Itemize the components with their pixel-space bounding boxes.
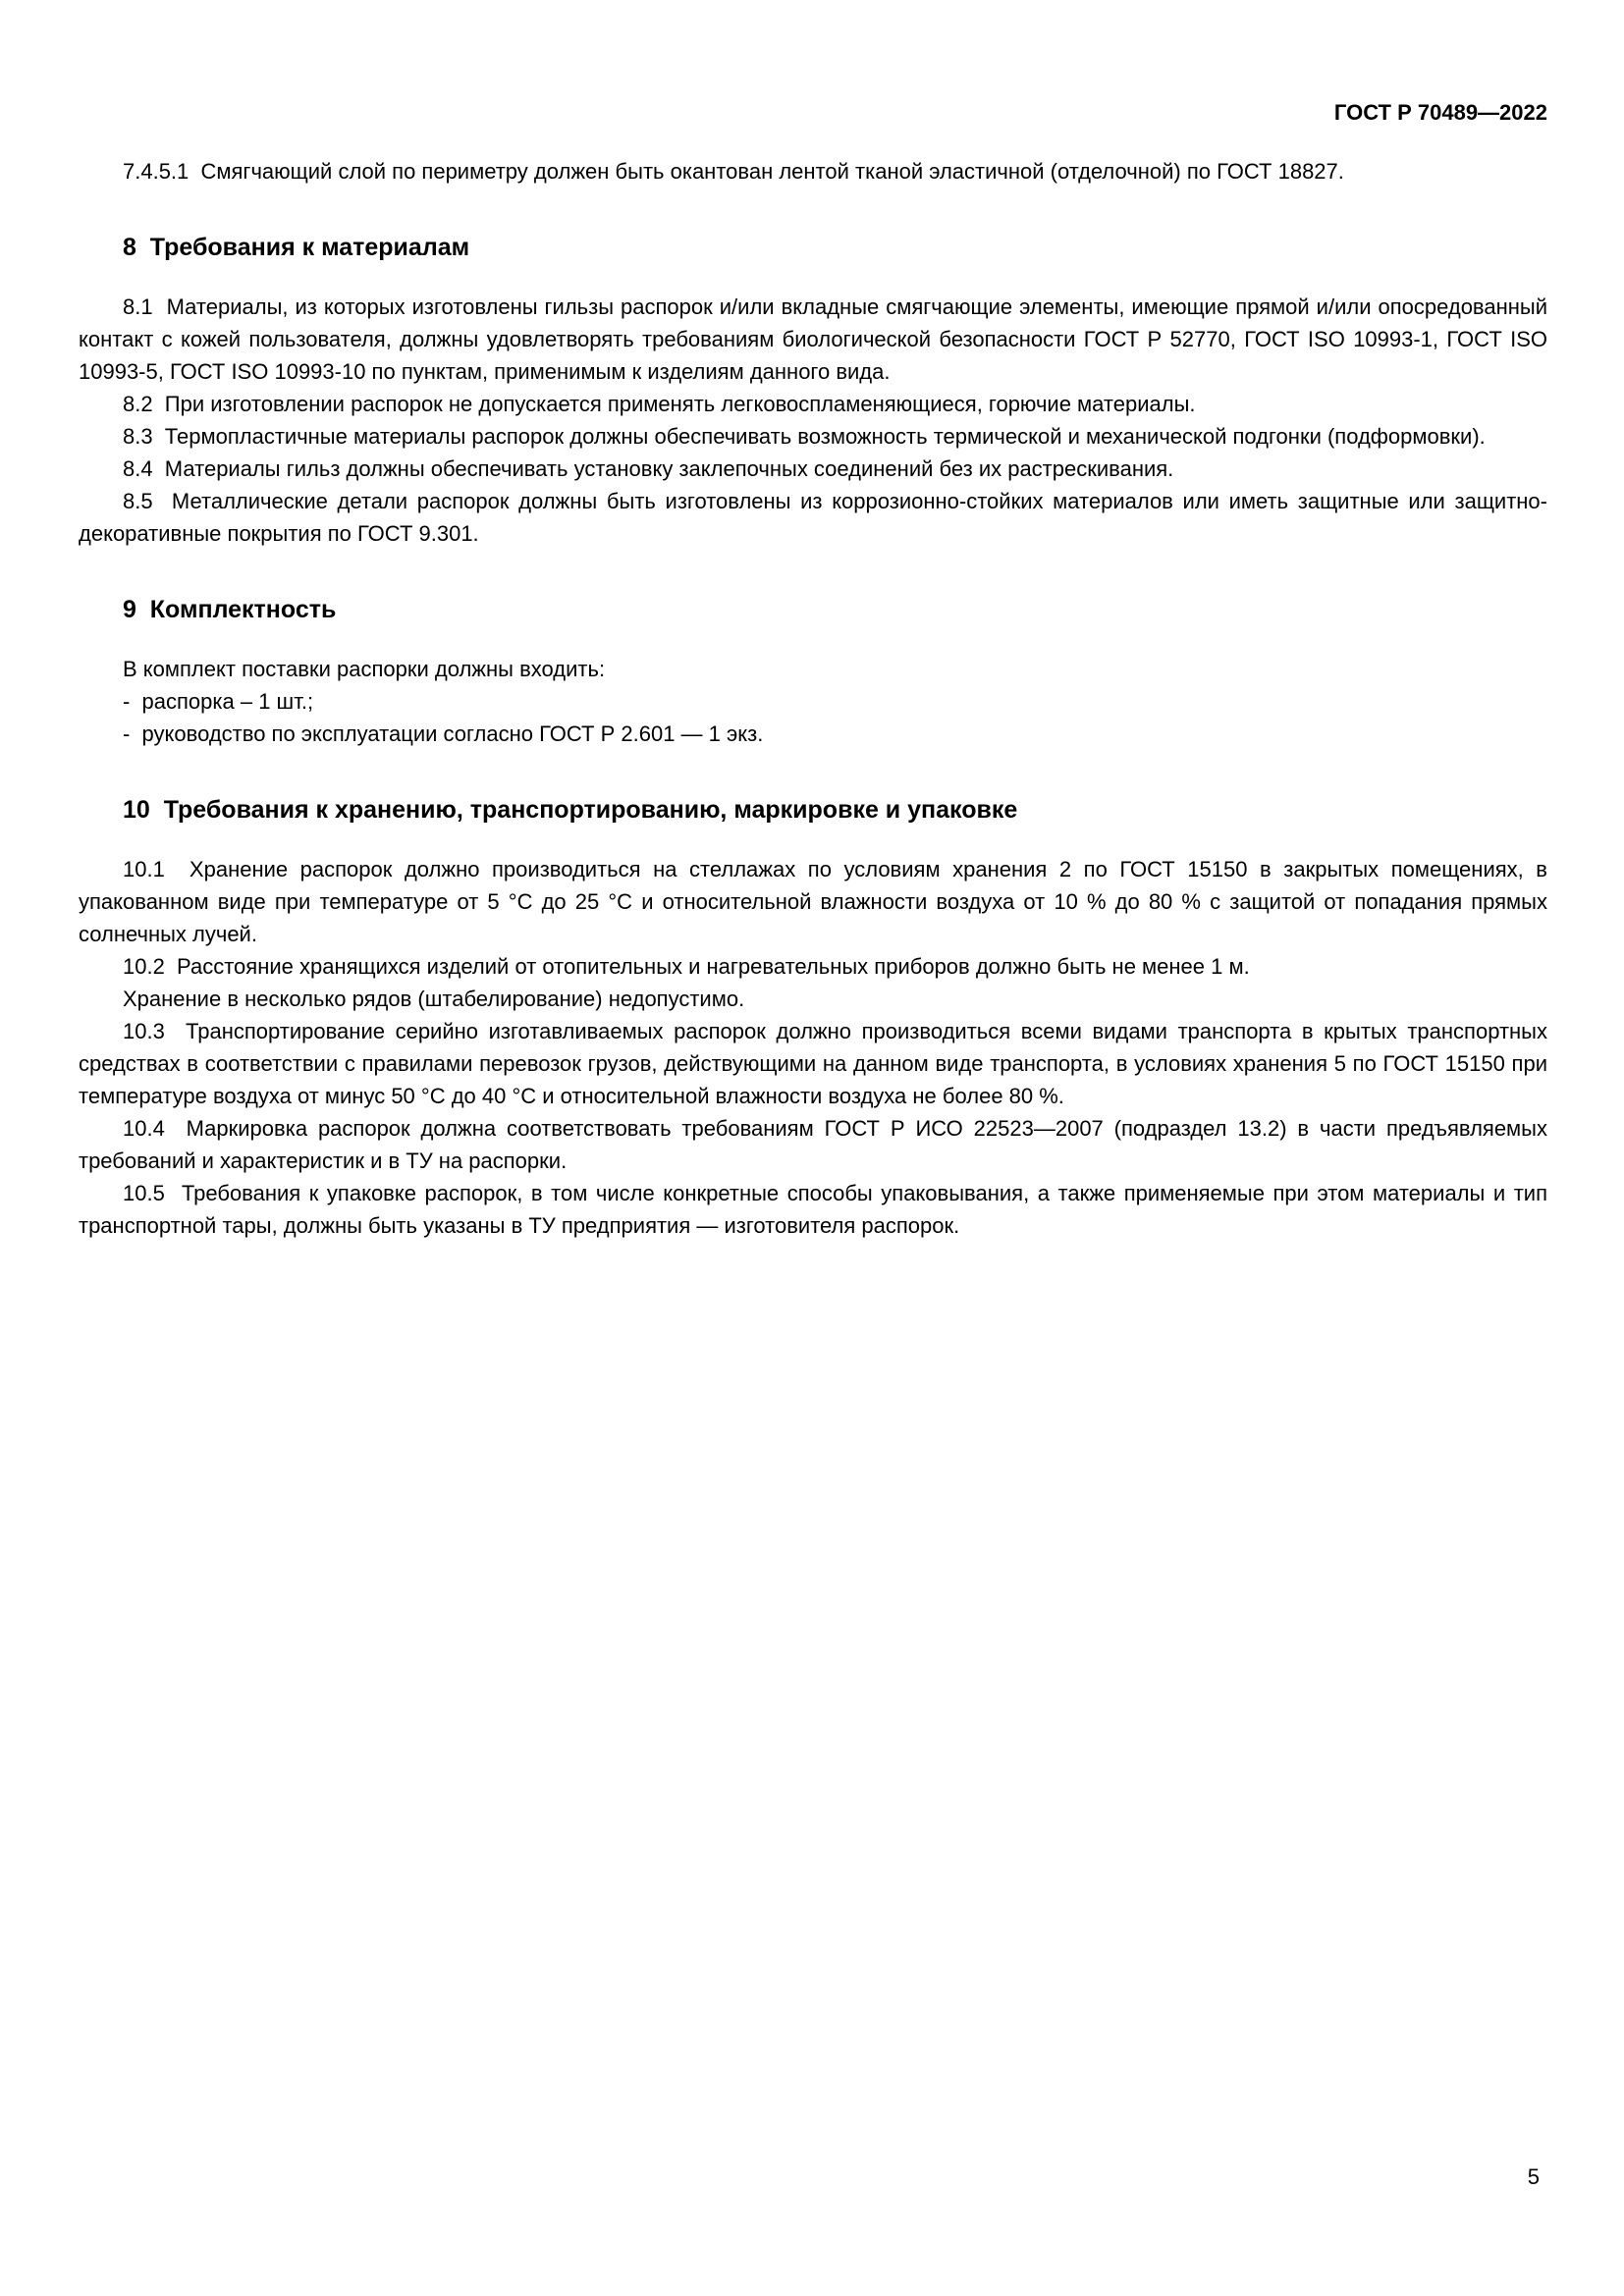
paragraph-8-4: 8.4 Материалы гильз должны обеспечивать установку заклепочных соединений без их растрескивания. <box>123 456 1174 481</box>
paragraph-10-2: 10.2 Расстояние хранящихся изделий от отопительных и нагревательных приборов должно быть не менее 1 м. <box>123 954 1250 979</box>
list-item-9-2: - руководство по эксплуатации согласно ГОСТ Р 2.601 — 1 экз. <box>123 721 764 746</box>
paragraph-10-5: 10.5 Требования к упаковке распорок, в том числе конкретные способы упаковывания, а также применяемые при этом материалы и тип транспортной тары, должны быть указаны в ТУ предприятия — изготовителя распорок. <box>79 1181 1547 1238</box>
paragraph-8-3: 8.3 Термопластичные материалы распорок должны обеспечивать возможность термической и механической подгонки (подформовки). <box>123 424 1486 449</box>
paragraph-9-intro: В комплект поставки распорки должны входить: <box>123 657 606 681</box>
paragraph-10-3: 10.3 Транспортирование серийно изготавливаемых распорок должно производиться всеми видами транспорта в крытых транспортных средствах в соответствии с правилами перевозок грузов, действующими на данном виде транспорта, в условиях хранения 5 по ГОСТ 15150 при температуре воздуха от минус 50 °С до 40 °С и относительной влажности воздуха не более 80 %. <box>79 1019 1547 1108</box>
paragraph-10-4: 10.4 Маркировка распорок должна соответствовать требованиям ГОСТ Р ИСО 22523—2007 (подраздел 13.2) в части предъявляемых требований и характеристик и в ТУ на распорки. <box>79 1116 1547 1173</box>
list-item-9-1: - распорка – 1 шт.; <box>123 689 314 714</box>
section-9-heading: 9 Комплектность <box>123 596 337 623</box>
section-10-heading: 10 Требования к хранению, транспортированию, маркировке и упаковке <box>123 796 1018 824</box>
paragraph-10-2-note: Хранение в несколько рядов (штабелирование) недопустимо. <box>123 987 745 1011</box>
section-8-heading: 8 Требования к материалам <box>123 234 470 261</box>
paragraph-8-1: 8.1 Материалы, из которых изготовлены гильзы распорок и/или вкладные смягчающие элементы, имеющие прямой и/или опосредованный контакт с кожей пользователя, должны удовлетворять требованиям биологической безопасности ГОСТ Р 52770, ГОСТ ISO 10993-1, ГОСТ ISO 10993-5, ГОСТ ISO 10993-10 по пунктам, применимым к изделиям данного вида. <box>79 294 1547 384</box>
paragraph-7-4-5-1: 7.4.5.1 Смягчающий слой по периметру должен быть окантован лентой тканой эластичной (отделочной) по ГОСТ 18827. <box>123 159 1344 184</box>
doc-code-header: ГОСТ Р 70489—2022 <box>1333 100 1547 125</box>
paragraph-8-5: 8.5 Металлические детали распорок должны быть изготовлены из коррозионно-стойких материалов или иметь защитные или защитно-декоративные покрытия по ГОСТ 9.301. <box>79 489 1547 546</box>
paragraph-10-1: 10.1 Хранение распорок должно производиться на стеллажах по условиям хранения 2 по ГОСТ 15150 в закрытых помещениях, в упакованном виде при температуре от 5 °С до 25 °С и относительной влажности воздуха от 10 % до 80 % с защитой от попадания прямых солнечных лучей. <box>79 857 1547 946</box>
page-number: 5 <box>1527 2164 1540 2189</box>
paragraph-8-2: 8.2 При изготовлении распорок не допускается применять легковоспламеняющиеся, горючие материалы. <box>123 392 1196 416</box>
